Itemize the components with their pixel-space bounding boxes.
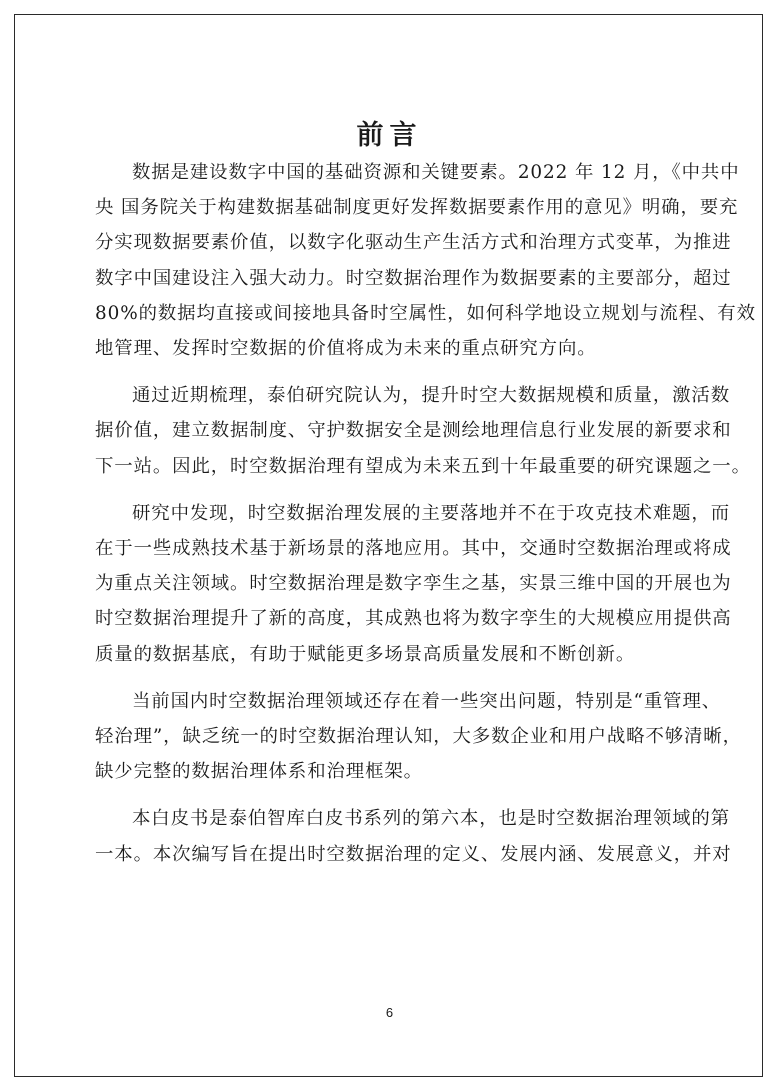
- text-line: 下一站。因此，时空数据治理有望成为未来五到十年最重要的研究课题之一。: [95, 455, 751, 477]
- text-line: 通过近期梳理，泰伯研究院认为，提升时空大数据规模和质量，激活数: [132, 385, 731, 407]
- text-line: 在于一些成熟技术基于新场景的落地应用。其中，交通时空数据治理或将成: [95, 538, 732, 560]
- text-line: 央 国务院关于构建数据基础制度更好发挥数据要素作用的意见》明确，要充: [95, 197, 739, 219]
- text-line: 研究中发现，时空数据治理发展的主要落地并不在于攻克技术难题，而: [132, 502, 731, 524]
- text-line: 轻治理”，缺乏统一的时空数据治理认知，大多数企业和用户战略不够清晰，: [95, 726, 742, 748]
- text-line: 分实现数据要素价值，以数字化驱动生产生活方式和治理方式变革，为推进: [95, 232, 732, 254]
- page-title: 前言: [356, 120, 423, 151]
- text-line: 质量的数据基底，有助于赋能更多场景高质量发展和不断创新。: [95, 643, 636, 665]
- paragraph: [95, 155, 756, 366]
- text-line: 当前国内时空数据治理领域还存在着一些突出问题，特别是“重管理、: [132, 690, 722, 712]
- body-text: [95, 155, 756, 884]
- text-line: 据价值，建立数据制度、守护数据安全是测绘地理信息行业发展的新要求和: [95, 420, 732, 442]
- text-line: 为重点关注领域。时空数据治理是数字孪生之基，实景三维中国的开展也为: [95, 573, 732, 595]
- text-line: 时空数据治理提升了新的高度，其成熟也将为数字孪生的大规模应用提供高: [95, 608, 732, 630]
- paragraph: [95, 801, 732, 871]
- text-line: 地管理、发挥时空数据的价值将成为未来的重点研究方向。: [95, 338, 597, 360]
- paragraph: [95, 496, 732, 672]
- paragraph: [95, 378, 751, 484]
- text-line: 数据是建设数字中国的基础资源和关键要素。2022 年 12 月，《中共中: [132, 162, 740, 183]
- text-line: 80%的数据均直接或间接地具备时空属性，如何科学地设立规划与流程、有效: [95, 302, 756, 324]
- text-line: 缺少完整的数据治理体系和治理框架。: [95, 761, 423, 783]
- text-line: 数字中国建设注入强大动力。时空数据治理作为数据要素的主要部分，超过: [95, 267, 732, 289]
- paragraph: [95, 684, 742, 790]
- text-line: 一本。本次编写旨在提出时空数据治理的定义、发展内涵、发展意义，并对: [95, 843, 732, 865]
- text-line: 本白皮书是泰伯智库白皮书系列的第六本，也是时空数据治理领域的第: [132, 808, 731, 830]
- page-number: 6: [385, 1005, 394, 1020]
